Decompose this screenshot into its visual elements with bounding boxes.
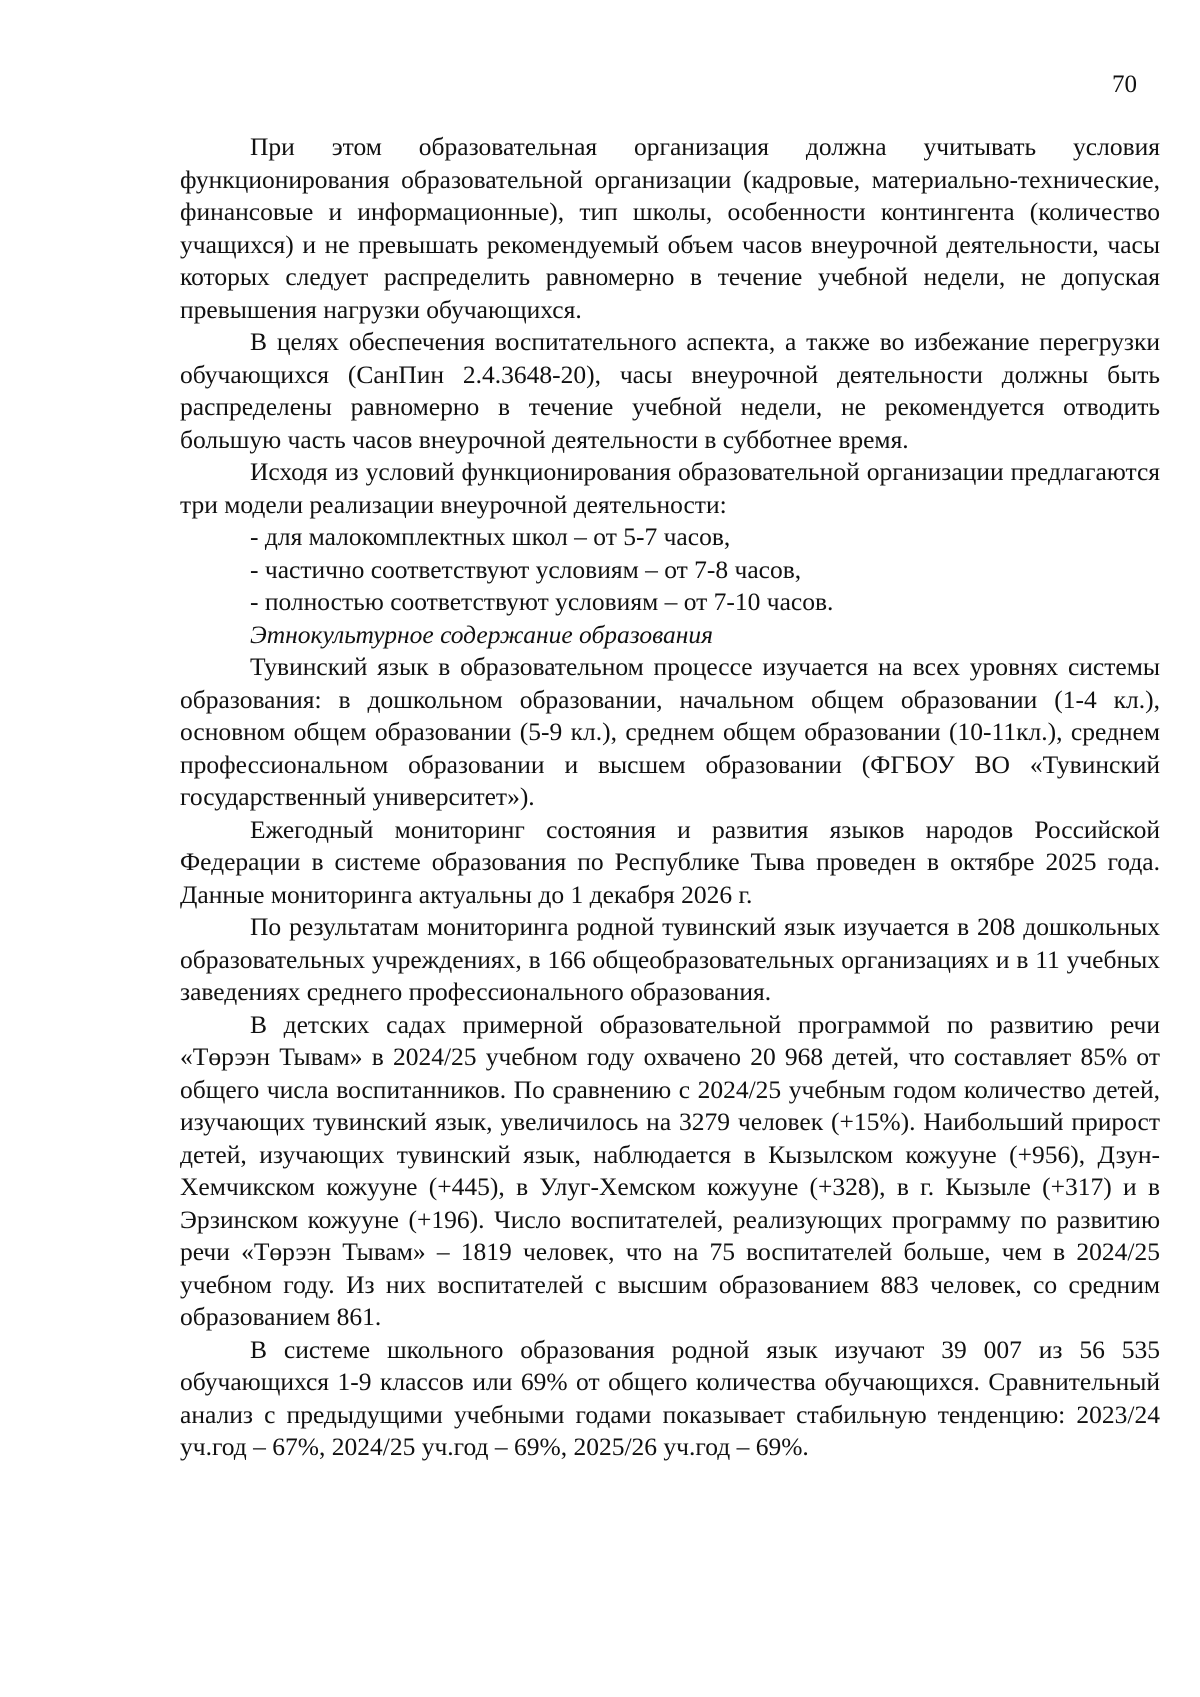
paragraph-tuvan-levels: Тувинский язык в образовательном процессе изучается на всех уровнях системы образования: в дошкольном образовании, начальном общем образовании (1-4 кл.), основном общем образовании (5-9 кл.), среднем общем образовании (10-11кл.), среднем профессиональном образовании и высшем образовании (ФГБОУ ВО «Тувинский государственный университет»). xyxy=(180,652,1160,811)
section-heading: Этнокультурное содержание образования xyxy=(250,619,714,649)
paragraph-monitoring-results: По результатам мониторинга родной тувинский язык изучается в 208 дошкольных образовательных учреждениях, в 166 общеобразовательных организациях и в 11 учебных заведениях среднего профессионального образования. xyxy=(180,912,1160,1006)
paragraph-load-conditions: При этом образовательная организация должна учитывать условия функционирования образовательной организации (кадровые, материально-технические, финансовые и информационные), тип школы, особенности контингента (количество учащихся) и не превышать рекомендуемый объем часов внеурочной деятельности, часы которых следует распределить равномерно в течение учебной недели, не допуская превышения нагрузки обучающихся. xyxy=(180,132,1160,324)
paragraph-overload-prevention: В целях обеспечения воспитательного аспекта, а также во избежание перегрузки обучающихся (СанПин 2.4.3648-20), часы внеурочной деятельности должны быть распределены равномерно в течение учебной недели, не рекомендуется отводить большую часть часов внеурочной деятельности в субботнее время. xyxy=(180,327,1160,454)
list-item-small-schools: - для малокомплектных школ – от 5-7 часов, xyxy=(250,522,731,551)
paragraph-annual-monitoring: Ежегодный мониторинг состояния и развития языков народов Российской Федерации в системе образования по Республике Тыва проведен в октябре 2025 года. Данные мониторинга актуальны до 1 декабря 2026 г. xyxy=(180,814,1160,909)
list-item-partial-conditions: - частично соответствуют условиям – от 7-8 часов, xyxy=(250,554,802,584)
page-number: 70 xyxy=(1112,71,1137,98)
paragraph-kindergartens: В детских садах примерной образовательной программой по развитию речи «Төрээн Тывам» в 2024/25 учебном году охвачено 20 968 детей, что составляет 85% от общего числа воспитанников. По сравнению с 2024/25 учебным годом количество детей, изучающих тувинский язык, увеличилось на 3279 человек (+15%). Наибольший прирост детей, изучающих тувинский язык, наблюдается в Кызылском кожууне (+956), Дзун-Хемчикском кожууне (+445), в Улуг-Хемском кожууне (+328), в г. Кызыле (+317) и в Эрзинском кожууне (+196). Число воспитателей, реализующих программу по развитию речи «Төрээн Тывам» – 1819 человек, что на 75 воспитателей больше, чем в 2024/25 учебном году. Из них воспитателей с высшим образованием 883 человек, со средним образованием 861. xyxy=(180,1009,1160,1331)
list-item-full-conditions: - полностью соответствуют условиям – от 7-10 часов. xyxy=(250,587,834,616)
paragraph-school-education: В системе школьного образования родной язык изучают 39 007 из 56 535 обучающихся 1-9 классов или 69% от общего количества обучающихся. Сравнительный анализ с предыдущими учебными годами показывает стабильную тенденцию: 2023/24 уч.год – 67%, 2024/25 уч.год – 69%, 2025/26 уч.год – 69%. xyxy=(180,1334,1160,1461)
paragraph-models-intro: Исходя из условий функционирования образовательной организации предлагаются три модели реализации внеурочной деятельности: xyxy=(180,457,1160,519)
document-body xyxy=(180,131,1160,1464)
